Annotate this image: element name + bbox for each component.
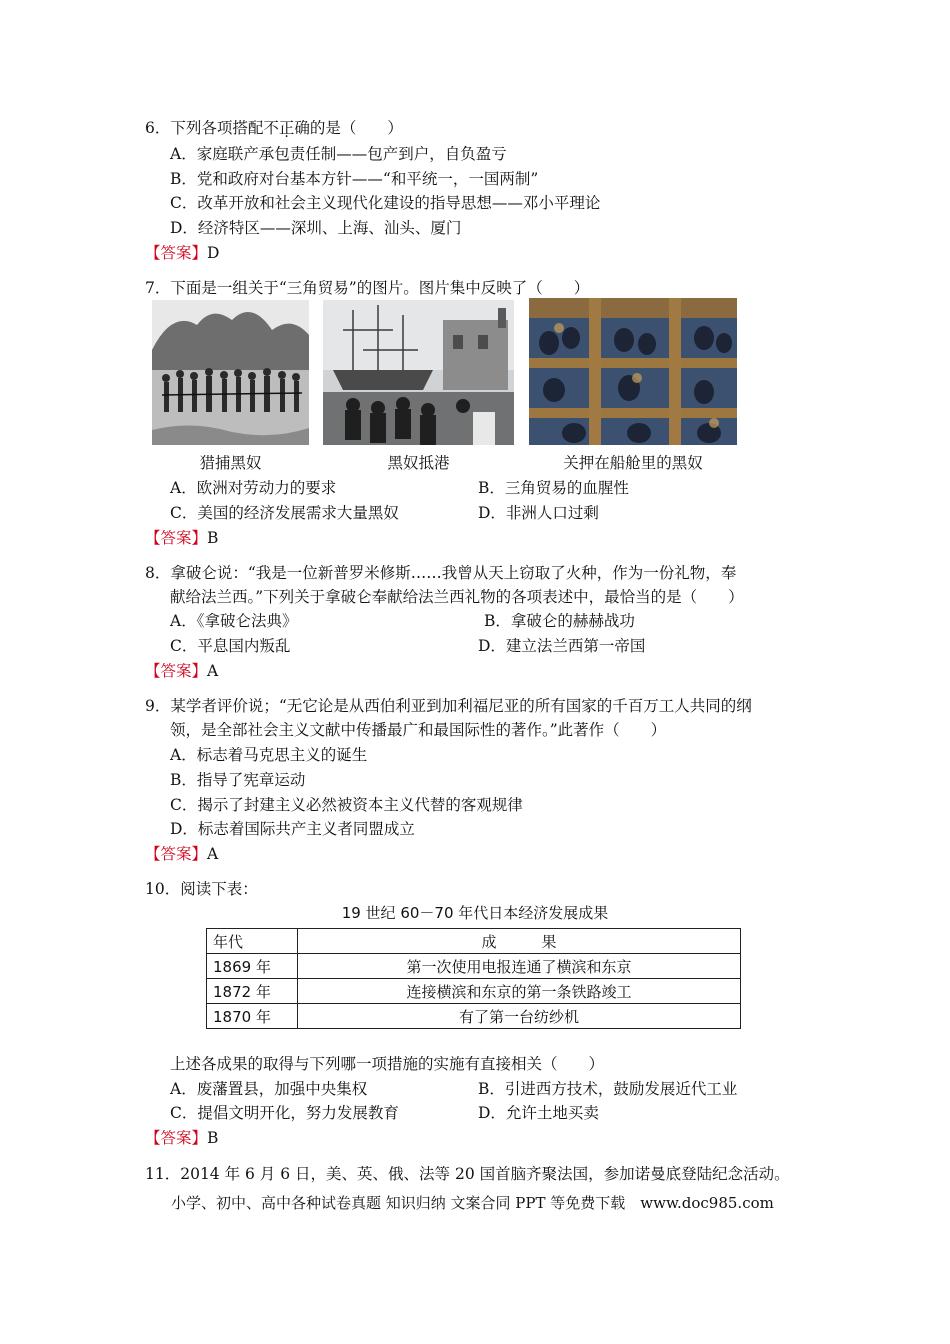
q10-option-b: B．引进西方技术，鼓励发展近代工业 — [478, 1080, 738, 1098]
q7-option-a: A．欧洲对劳动力的要求 — [170, 479, 337, 497]
q8-option-a: A．《拿破仑法典》 — [170, 612, 298, 630]
table-cell-result: 第一次使用电报连通了横滨和东京 — [298, 954, 741, 979]
table-header-row — [207, 929, 741, 954]
caption-hunting-slaves: 猎捕黑奴 — [199, 454, 262, 472]
q9-option-a: A．标志着马克思主义的诞生 — [170, 746, 368, 764]
q6-option-a: A．家庭联产承包责任制——包产到户，自负盈亏 — [170, 145, 507, 163]
table-row — [207, 1004, 741, 1029]
q8-stem-line2: 献给法兰西。”下列关于拿破仑奉献给法兰西礼物的各项表述中，最恰当的是（ ） — [170, 588, 744, 606]
q6-option-d: D．经济特区——深圳、上海、汕头、厦门 — [170, 219, 462, 237]
q9-stem-line1: 9．某学者评价说；“无它论是从西伯利亚到加利福尼亚的所有国家的千百万工人共同的纲 — [145, 697, 752, 715]
q7-answer-label: 【答案】 — [145, 529, 208, 547]
photo-hunting-slaves — [152, 300, 309, 445]
q10-option-d: D．允许土地买卖 — [478, 1104, 599, 1122]
q7-option-c: C．美国的经济发展需求大量黑奴 — [170, 504, 399, 522]
q10-answer-label: 【答案】 — [145, 1129, 208, 1147]
table-cell-result: 连接横滨和东京的第一条铁路竣工 — [298, 979, 741, 1004]
table-header-year: 年代 — [207, 929, 298, 954]
photo-slaves-arrive-port — [323, 300, 514, 445]
photo-hunting-slaves-drawing — [152, 300, 309, 445]
q9-stem-line2: 领，是全部社会主义文献中传播最广和最国际性的著作。”此著作（ ） — [170, 721, 667, 739]
table-cell-year: 1869 年 — [207, 954, 298, 979]
q7-option-d: D．非洲人口过剩 — [478, 504, 599, 522]
q6-stem — [145, 118, 403, 138]
q7-answer-value: B — [207, 529, 219, 547]
q6-answer-value: D — [207, 244, 220, 262]
q9-answer-label: 【答案】 — [145, 845, 208, 863]
q10-table-title: 19 世纪 60－70 年代日本经济发展成果 — [341, 904, 609, 922]
table-cell-year: 1872 年 — [207, 979, 298, 1004]
table-cell-result: 有了第一台纺纱机 — [298, 1004, 741, 1029]
caption-slaves-in-ship-hold: 关押在船舱里的黑奴 — [563, 454, 703, 472]
q8-option-c: C．平息国内叛乱 — [170, 637, 291, 655]
q11-stem: 11．2014 年 6 月 6 日，美、英、俄、法等 20 国首脑齐聚法国，参加诺曼底登陆纪念活动。 — [145, 1165, 790, 1183]
q10-question: 上述各成果的取得与下列哪一项措施的实施有直接相关（ ） — [170, 1055, 605, 1073]
q8-option-d: D．建立法兰西第一帝国 — [478, 637, 646, 655]
q10-option-c: C．提倡文明开化，努力发展教育 — [170, 1104, 399, 1122]
q8-answer-label: 【答案】 — [145, 662, 208, 680]
table-header-result: 成 果 — [298, 929, 741, 954]
table-row — [207, 954, 741, 979]
q9-option-b: B．指导了宪章运动 — [170, 771, 306, 789]
q10-stem: 10．阅读下表： — [145, 880, 258, 898]
page-footer: 小学、初中、高中各种试卷真题 知识归纳 文案合同 PPT 等免费下载 www.doc985.com — [171, 1194, 774, 1212]
q10-answer — [145, 1128, 218, 1148]
q9-option-d: D．标志着国际共产主义者同盟成立 — [170, 820, 415, 838]
photo-slaves-in-ship-hold-drawing — [529, 298, 737, 445]
caption-slaves-arrive-port: 黑奴抵港 — [387, 454, 450, 472]
q7-stem: 7．下面是一组关于“三角贸易”的图片。图片集中反映了（ ） — [145, 279, 590, 297]
table-row — [207, 979, 741, 1004]
q8-answer — [145, 661, 218, 681]
q6-answer-label: 【答案】 — [145, 244, 208, 262]
photo-slaves-arrive-port-drawing — [323, 300, 514, 445]
q6-stem-pre: 6．下列各项搭配 — [145, 119, 264, 137]
q9-answer-value: A — [207, 845, 219, 863]
q8-answer-value: A — [207, 662, 219, 680]
q10-option-a: A．废藩置县，加强中央集权 — [170, 1080, 368, 1098]
q6-option-b: B．党和政府对台基本方针——“和平统一，一国两制” — [170, 170, 539, 188]
q10-answer-value: B — [207, 1129, 219, 1147]
q9-answer — [145, 844, 218, 864]
q6-option-c: C．改革开放和社会主义现代化建设的指导思想——邓小平理论 — [170, 194, 601, 212]
q6-stem-post: 的是（ ） — [309, 119, 403, 137]
photo-slaves-in-ship-hold — [529, 298, 737, 445]
q7-option-b: B．三角贸易的血腥性 — [478, 479, 629, 497]
table-cell-year: 1870 年 — [207, 1004, 298, 1029]
q8-stem-line1: 8．拿破仑说：“我是一位新普罗米修斯……我曾从天上窃取了火种，作为一份礼物，奉 — [145, 564, 737, 582]
q10-table — [206, 928, 741, 1029]
q6-answer — [145, 243, 219, 263]
q6-stem-emphasis: 不正确 — [263, 119, 310, 137]
q9-option-c: C．揭示了封建主义必然被资本主义代替的客观规律 — [170, 796, 523, 814]
q7-answer — [145, 528, 218, 548]
q8-option-b: B．拿破仑的赫赫战功 — [484, 612, 635, 630]
